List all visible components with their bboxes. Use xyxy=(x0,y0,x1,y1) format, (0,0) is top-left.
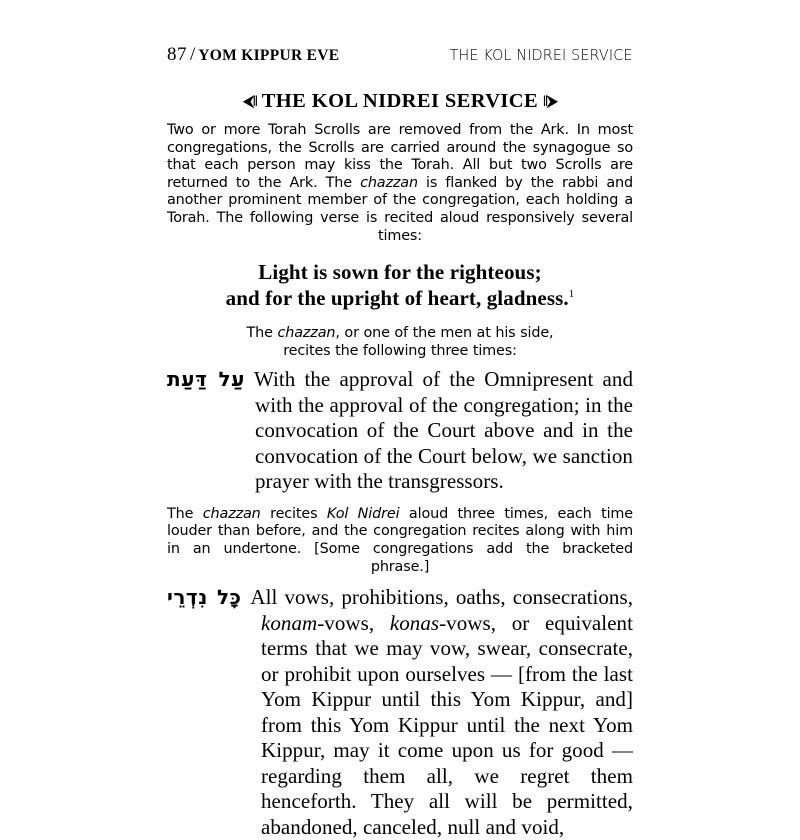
prayer-kol-nidrei xyxy=(167,585,633,840)
prayer-al-daat xyxy=(167,367,633,495)
intro-instruction-part-a: Two or more Torah Scrolls are removed from the Ark. In most congregations, the Scrolls are carried around the synagogue so that each person may kiss the Torah. All but two Scrolls are returned to the Ark. The xyxy=(167,122,633,191)
page-number: 87 xyxy=(167,44,187,65)
intro-instruction-italic: chazzan xyxy=(360,174,418,191)
running-head-right-title: THE KOL NIDREI SERVICE xyxy=(450,46,633,64)
prayer-kol-nidrei-italic-konam: konam xyxy=(261,610,318,635)
running-head-left xyxy=(167,44,339,66)
prayer-al-daat-text: With the approval of the Omnipresent and with the approval of the congregation; in the convocation of the Court above and in the convocation of the Court below, we sanction prayer with the transgressors. xyxy=(253,367,633,494)
prayer-kol-nidrei-italic-konas: konas xyxy=(389,610,440,635)
responsive-verse xyxy=(167,259,633,311)
kol-nidrei-instruction xyxy=(167,506,633,576)
chazzan-instruction-line-1-a: The xyxy=(246,325,278,342)
prayer-kol-nidrei-hebrew-incipit: כָּל נִדְרֵי xyxy=(167,585,242,610)
kol-nidrei-instruction-c: aloud three times, each time louder than before, and the congregation recites along with him in an undertone. [Some congregations add the bracketed phrase.] xyxy=(167,505,633,575)
prayer-al-daat-hebrew-incipit: עַל דַּעַת xyxy=(167,367,245,392)
prayer-kol-nidrei-seg-b: -vows, xyxy=(317,610,390,635)
verse-line-1: Light is sown for the righteous; xyxy=(258,260,542,285)
intro-instruction xyxy=(167,122,633,245)
verse-line-2-wrapper xyxy=(167,285,633,311)
kol-nidrei-instruction-a: The xyxy=(167,505,203,522)
chazzan-instruction-line-1-b: , or one of the men at his side, xyxy=(335,325,554,342)
kol-nidrei-instruction-italic-chazzan: chazzan xyxy=(202,505,261,522)
running-head-left-title: YOM KIPPUR EVE xyxy=(198,47,340,64)
intro-instruction-part-b: is flanked by the rabbi and another prominent member of the congregation, each holding a Torah. The following verse is recited aloud responsively several times: xyxy=(167,174,633,244)
ornament-left-icon: ⮜‖ xyxy=(243,94,257,110)
page-content xyxy=(167,44,633,840)
prayer-kol-nidrei-seg-c: -vows, or equivalent terms that we may vow, swear, consecrate, or prohibit upon ourselves — [from the last Yom Kippur until this Yom Kippur, and] from this Yom Kippur until the next Yom Kippur, may it come upon us for good — regarding them all, we regret them henceforth. They all will be permitted, abandoned, canceled, null and void, xyxy=(261,610,633,839)
running-head-separator: / xyxy=(190,44,196,65)
chazzan-instruction xyxy=(167,325,633,360)
verse-line-2: and for the upright of heart, gladness. xyxy=(225,286,569,311)
kol-nidrei-instruction-italic-title: Kol Nidrei xyxy=(326,505,400,522)
prayer-kol-nidrei-seg-a: All vows, prohibitions, oaths, consecrations, xyxy=(250,585,633,610)
section-title xyxy=(167,90,633,113)
chazzan-instruction-italic: chazzan xyxy=(277,325,336,342)
running-head xyxy=(167,44,633,66)
verse-footnote-marker: 1 xyxy=(568,288,575,301)
chazzan-instruction-line-2: recites the following three times: xyxy=(283,342,517,359)
kol-nidrei-instruction-b: recites xyxy=(260,505,327,522)
section-title-text: THE KOL NIDREI SERVICE xyxy=(261,90,539,112)
ornament-right-icon: ‖⮞ xyxy=(543,94,557,110)
